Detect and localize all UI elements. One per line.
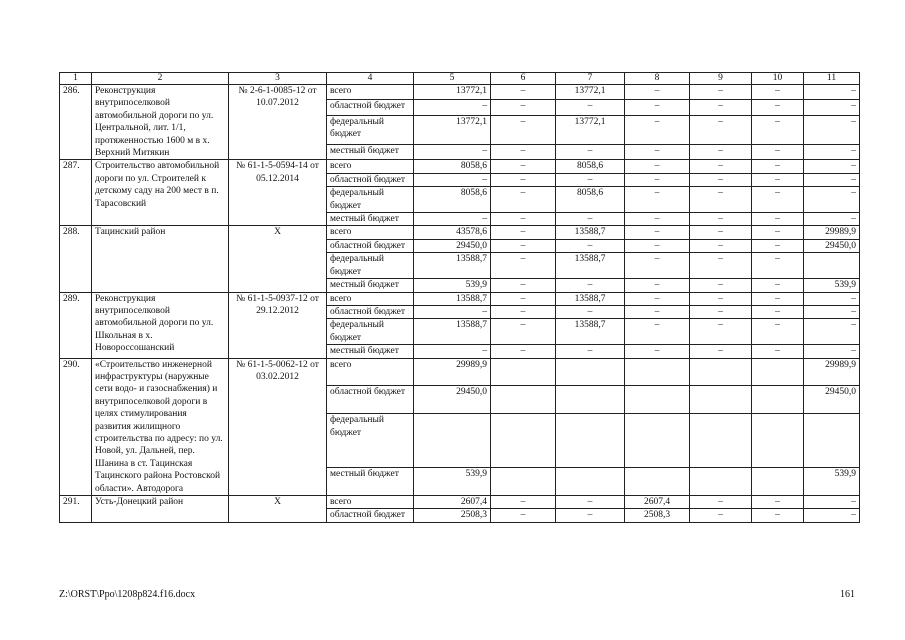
funding-source: местный бюджет xyxy=(327,468,414,496)
amount-cell: – xyxy=(752,173,804,186)
amount-cell: 13588,7 xyxy=(414,319,491,345)
amount-cell: – xyxy=(414,213,491,226)
amount-cell: – xyxy=(690,305,752,318)
funding-source: всего xyxy=(327,496,414,509)
amount-cell xyxy=(625,358,690,386)
amount-cell: – xyxy=(414,173,491,186)
document-ref: № 61-1-5-0937-12 от 29.12.2012 xyxy=(229,292,327,358)
amount-cell: – xyxy=(491,279,556,292)
row-number: 287. xyxy=(60,160,92,226)
amount-cell: – xyxy=(804,496,860,509)
document-ref: Х xyxy=(229,226,327,292)
header-cell: 11 xyxy=(804,73,860,85)
footer-file-path: Z:\ORST\Ppo\1208p824.f16.docx xyxy=(59,589,196,600)
amount-cell: – xyxy=(752,145,804,160)
amount-cell: 29450,0 xyxy=(414,239,491,252)
funding-source: федеральный бюджет xyxy=(327,319,414,345)
amount-cell: – xyxy=(690,145,752,160)
amount-cell xyxy=(804,414,860,468)
amount-cell xyxy=(752,358,804,386)
amount-cell xyxy=(556,386,625,414)
amount-cell: 13588,7 xyxy=(556,292,625,305)
funding-source: федеральный бюджет xyxy=(327,187,414,213)
amount-cell: – xyxy=(491,187,556,213)
amount-cell: – xyxy=(491,213,556,226)
amount-cell: – xyxy=(556,496,625,509)
amount-cell: – xyxy=(491,173,556,186)
header-cell: 8 xyxy=(625,73,690,85)
amount-cell: 13588,7 xyxy=(556,253,625,279)
amount-cell: 539,9 xyxy=(414,279,491,292)
table-row xyxy=(60,496,860,509)
amount-cell: – xyxy=(752,279,804,292)
amount-cell: 539,9 xyxy=(804,279,860,292)
amount-cell: – xyxy=(556,100,625,115)
amount-cell: – xyxy=(804,319,860,345)
amount-cell: 13588,7 xyxy=(556,226,625,239)
amount-cell: – xyxy=(491,509,556,522)
amount-cell xyxy=(690,414,752,468)
amount-cell: – xyxy=(690,509,752,522)
amount-cell: – xyxy=(625,253,690,279)
amount-cell xyxy=(556,414,625,468)
amount-cell: – xyxy=(690,187,752,213)
amount-cell: 2607,4 xyxy=(414,496,491,509)
amount-cell: – xyxy=(625,173,690,186)
amount-cell: 539,9 xyxy=(414,468,491,496)
amount-cell: – xyxy=(556,239,625,252)
amount-cell: 29450,0 xyxy=(804,386,860,414)
amount-cell: – xyxy=(491,85,556,100)
amount-cell: – xyxy=(556,279,625,292)
amount-cell xyxy=(491,468,556,496)
funding-source: всего xyxy=(327,226,414,239)
amount-cell xyxy=(491,414,556,468)
amount-cell: – xyxy=(414,145,491,160)
amount-cell: – xyxy=(690,226,752,239)
amount-cell: – xyxy=(491,226,556,239)
amount-cell xyxy=(491,386,556,414)
amount-cell: – xyxy=(804,345,860,358)
document-ref: № 61-1-5-0062-12 от 03.02.2012 xyxy=(229,358,327,495)
amount-cell: – xyxy=(625,292,690,305)
amount-cell: – xyxy=(625,100,690,115)
object-name: Усть-Донецкий район xyxy=(92,496,229,523)
amount-cell: 13772,1 xyxy=(414,115,491,144)
funding-source: областной бюджет xyxy=(327,386,414,414)
amount-cell: – xyxy=(804,213,860,226)
amount-cell: – xyxy=(804,160,860,173)
amount-cell: 13772,1 xyxy=(556,115,625,144)
amount-cell: – xyxy=(625,345,690,358)
amount-cell: – xyxy=(414,345,491,358)
amount-cell: – xyxy=(752,496,804,509)
amount-cell: – xyxy=(804,187,860,213)
amount-cell: 539,9 xyxy=(804,468,860,496)
amount-cell: – xyxy=(690,279,752,292)
amount-cell: – xyxy=(491,145,556,160)
footer-page-number: 161 xyxy=(840,589,855,600)
amount-cell: – xyxy=(752,253,804,279)
amount-cell: – xyxy=(752,115,804,144)
amount-cell: – xyxy=(491,496,556,509)
amount-cell: – xyxy=(491,239,556,252)
row-number: 289. xyxy=(60,292,92,358)
amount-cell: 13772,1 xyxy=(414,85,491,100)
object-name: Реконструкция внутрипоселковой автомобильной дороги по ул. Центральной, лит. 1/1, протяженностью 1600 м в х. Верхний Митякин xyxy=(92,85,229,160)
amount-cell xyxy=(752,414,804,468)
funding-source: всего xyxy=(327,160,414,173)
budget-table xyxy=(59,72,860,523)
amount-cell: – xyxy=(491,319,556,345)
amount-cell: – xyxy=(690,253,752,279)
amount-cell: – xyxy=(752,239,804,252)
amount-cell: – xyxy=(804,145,860,160)
amount-cell xyxy=(556,468,625,496)
funding-source: областной бюджет xyxy=(327,239,414,252)
amount-cell xyxy=(414,414,491,468)
object-name: Строительство автомобильной дороги по ул. Строителей к детскому саду на 200 мест в п. Тарасовский xyxy=(92,160,229,226)
amount-cell: – xyxy=(804,173,860,186)
header-row xyxy=(60,73,860,85)
table-row xyxy=(60,358,860,386)
amount-cell: 29450,0 xyxy=(414,386,491,414)
header-cell: 9 xyxy=(690,73,752,85)
amount-cell xyxy=(625,386,690,414)
document-ref: Х xyxy=(229,496,327,523)
amount-cell: – xyxy=(556,145,625,160)
amount-cell: – xyxy=(491,305,556,318)
amount-cell: 8058,6 xyxy=(414,160,491,173)
amount-cell: – xyxy=(752,509,804,522)
amount-cell: – xyxy=(752,85,804,100)
amount-cell: – xyxy=(491,115,556,144)
amount-cell: – xyxy=(690,319,752,345)
object-name: Реконструкция внутрипоселковой автомобильной дороги по ул. Школьная в х. Новороссошанский xyxy=(92,292,229,358)
amount-cell: – xyxy=(625,145,690,160)
header-cell: 7 xyxy=(556,73,625,85)
funding-source: областной бюджет xyxy=(327,305,414,318)
funding-source: областной бюджет xyxy=(327,173,414,186)
funding-source: федеральный бюджет xyxy=(327,414,414,468)
amount-cell: – xyxy=(690,292,752,305)
amount-cell: – xyxy=(625,226,690,239)
amount-cell: – xyxy=(690,239,752,252)
amount-cell: – xyxy=(491,100,556,115)
amount-cell: 8058,6 xyxy=(556,160,625,173)
header-cell: 4 xyxy=(327,73,414,85)
amount-cell xyxy=(690,358,752,386)
header-cell: 3 xyxy=(229,73,327,85)
row-number: 291. xyxy=(60,496,92,523)
amount-cell xyxy=(491,358,556,386)
amount-cell xyxy=(804,253,860,279)
funding-source: федеральный бюджет xyxy=(327,115,414,144)
amount-cell: – xyxy=(690,115,752,144)
header-cell: 10 xyxy=(752,73,804,85)
amount-cell: 13588,7 xyxy=(556,319,625,345)
amount-cell: – xyxy=(752,226,804,239)
amount-cell: – xyxy=(690,160,752,173)
row-number: 290. xyxy=(60,358,92,495)
amount-cell xyxy=(752,386,804,414)
table-row xyxy=(60,85,860,100)
amount-cell: – xyxy=(804,115,860,144)
amount-cell: 29989,9 xyxy=(804,358,860,386)
amount-cell: – xyxy=(804,509,860,522)
amount-cell: – xyxy=(690,85,752,100)
amount-cell: – xyxy=(804,85,860,100)
amount-cell: – xyxy=(752,345,804,358)
header-cell: 6 xyxy=(491,73,556,85)
amount-cell: – xyxy=(625,319,690,345)
funding-source: местный бюджет xyxy=(327,279,414,292)
amount-cell: – xyxy=(804,292,860,305)
amount-cell: – xyxy=(625,305,690,318)
amount-cell xyxy=(625,468,690,496)
amount-cell: – xyxy=(556,213,625,226)
amount-cell: – xyxy=(491,160,556,173)
amount-cell: – xyxy=(491,253,556,279)
row-number: 286. xyxy=(60,85,92,160)
amount-cell: – xyxy=(625,279,690,292)
amount-cell: – xyxy=(752,160,804,173)
amount-cell: 8058,6 xyxy=(556,187,625,213)
funding-source: всего xyxy=(327,358,414,386)
amount-cell: – xyxy=(804,305,860,318)
amount-cell: – xyxy=(690,100,752,115)
amount-cell xyxy=(690,386,752,414)
budget-table-container xyxy=(59,72,860,523)
amount-cell: – xyxy=(625,85,690,100)
table-row xyxy=(60,160,860,173)
amount-cell: 13588,7 xyxy=(414,253,491,279)
amount-cell: 13588,7 xyxy=(414,292,491,305)
amount-cell: 29989,9 xyxy=(804,226,860,239)
funding-source: местный бюджет xyxy=(327,213,414,226)
amount-cell: – xyxy=(752,305,804,318)
amount-cell: – xyxy=(625,187,690,213)
amount-cell: – xyxy=(625,115,690,144)
amount-cell: 13772,1 xyxy=(556,85,625,100)
header-cell: 2 xyxy=(92,73,229,85)
amount-cell xyxy=(690,468,752,496)
amount-cell: – xyxy=(556,509,625,522)
funding-source: местный бюджет xyxy=(327,345,414,358)
header-cell: 1 xyxy=(60,73,92,85)
funding-source: областной бюджет xyxy=(327,509,414,522)
amount-cell: – xyxy=(752,187,804,213)
amount-cell: – xyxy=(414,100,491,115)
amount-cell: – xyxy=(491,292,556,305)
amount-cell xyxy=(752,468,804,496)
amount-cell: 2508,3 xyxy=(625,509,690,522)
amount-cell: – xyxy=(491,345,556,358)
amount-cell: – xyxy=(625,213,690,226)
amount-cell: – xyxy=(414,305,491,318)
amount-cell: 29450,0 xyxy=(804,239,860,252)
amount-cell: 29989,9 xyxy=(414,358,491,386)
amount-cell: – xyxy=(752,100,804,115)
amount-cell: – xyxy=(690,173,752,186)
object-name: «Строительство инженерной инфраструктуры (наружные сети водо- и газоснабжения) и внутрипоселковой дороги в целях стимулирования развития жилищного строительства по адресу: по ул. Новой, ул. Дальней, пер. Шанина в ст. Тацинская Тацинского района Ростовской области». Автодорога xyxy=(92,358,229,495)
amount-cell: – xyxy=(556,345,625,358)
amount-cell: – xyxy=(804,100,860,115)
amount-cell: – xyxy=(625,239,690,252)
amount-cell: 43578,6 xyxy=(414,226,491,239)
amount-cell xyxy=(625,414,690,468)
amount-cell: – xyxy=(556,305,625,318)
funding-source: областной бюджет xyxy=(327,100,414,115)
amount-cell: 2508,3 xyxy=(414,509,491,522)
amount-cell: 2607,4 xyxy=(625,496,690,509)
amount-cell: – xyxy=(690,345,752,358)
amount-cell: – xyxy=(752,319,804,345)
document-ref: № 61-1-5-0594-14 от 05.12.2014 xyxy=(229,160,327,226)
row-number: 288. xyxy=(60,226,92,292)
amount-cell: 8058,6 xyxy=(414,187,491,213)
funding-source: всего xyxy=(327,85,414,100)
document-ref: № 2-6-1-0085-12 от 10.07.2012 xyxy=(229,85,327,160)
object-name: Тацинский район xyxy=(92,226,229,292)
amount-cell: – xyxy=(556,173,625,186)
amount-cell: – xyxy=(752,292,804,305)
funding-source: федеральный бюджет xyxy=(327,253,414,279)
funding-source: всего xyxy=(327,292,414,305)
amount-cell: – xyxy=(752,213,804,226)
table-row xyxy=(60,226,860,239)
funding-source: местный бюджет xyxy=(327,145,414,160)
amount-cell: – xyxy=(625,160,690,173)
amount-cell xyxy=(556,358,625,386)
table-row xyxy=(60,292,860,305)
header-cell: 5 xyxy=(414,73,491,85)
amount-cell: – xyxy=(690,496,752,509)
amount-cell: – xyxy=(690,213,752,226)
